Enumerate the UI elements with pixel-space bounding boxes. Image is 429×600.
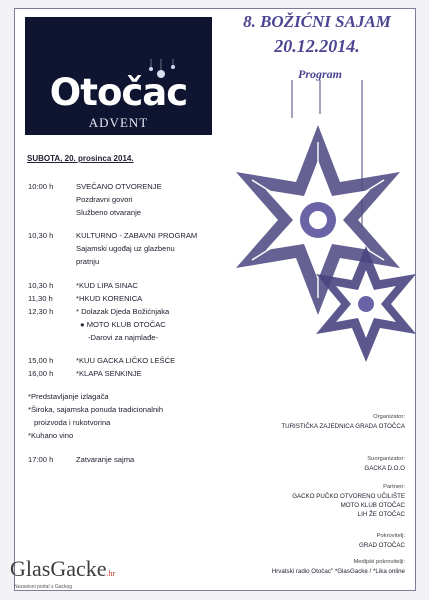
schedule-item: -Darovi za najmlađe- <box>88 333 159 342</box>
organizer-value: TURISTIČKA ZAJEDNICA GRADA OTOČCA <box>281 423 405 430</box>
note-item: proizvoda i rukotvorina <box>34 418 111 427</box>
program-heading: Program <box>297 67 342 81</box>
schedule-item: Službeno otvaranje <box>76 208 142 217</box>
watermark-text: GlasGacke <box>10 556 107 581</box>
schedule-item: * Dolazak Djeda Božićnjaka <box>76 307 170 316</box>
patron-block <box>359 532 405 550</box>
schedule-item: SVEČANO OTVORENJE <box>76 182 162 191</box>
media-value: Hrvatski radio Otočac" *GlasGacke / *Lika online <box>271 568 405 575</box>
snowflake-decoration-icon <box>232 80 418 370</box>
schedule-time: 10,30 h <box>28 231 54 240</box>
schedule-item: *HKUD KORENICA <box>76 294 143 303</box>
event-date-heading: SUBOTA, 20. prosinca 2014. <box>27 154 134 163</box>
schedule-time: 10,30 h <box>28 281 54 290</box>
schedule-item: *KUD LIPA SINAC <box>76 281 138 290</box>
media-label: Medijski pokrovitelji: <box>353 559 405 565</box>
patron-label: Pokrovitelj: <box>376 533 405 539</box>
watermark-suffix: .hr <box>106 569 116 578</box>
schedule-item: pratnju <box>76 257 100 266</box>
cosponsor-label: Suorganizator: <box>367 456 405 462</box>
organizer-label: Organizator: <box>373 414 405 420</box>
partner-item: GACKO PUČKO OTVORENO UČILIŠTE <box>292 493 405 500</box>
schedule-time: 15,00 h <box>28 356 54 365</box>
partner-item: MOTO KLUB OTOČAC <box>340 502 405 509</box>
fair-date: 20.12.2014. <box>274 36 360 56</box>
schedule-item: ● MOTO KLUB OTOČAC <box>80 320 166 329</box>
note-item: *Široka, sajamska ponuda tradicionalnih <box>28 405 164 414</box>
schedule-item: KULTURNO - ZABAVNI PROGRAM <box>76 231 198 240</box>
schedule-item: Sajamski ugođaj uz glazbenu <box>76 244 175 253</box>
schedule-time: 11,30 h <box>28 294 53 303</box>
note-item: *Predstavljanje izlagača <box>28 392 109 401</box>
closing-text: Zatvaranje sajma <box>76 455 135 464</box>
schedule-time: 10:00 h <box>28 182 54 191</box>
otocac-advent-logo <box>25 17 212 135</box>
partner-item: LIH ŽE OTOČAC <box>357 511 405 518</box>
schedule-item: Pozdravni govori <box>76 195 133 204</box>
patron-value: GRAD OTOČAC <box>359 542 405 549</box>
organizer-block <box>281 413 405 431</box>
glasgacke-watermark <box>10 556 115 582</box>
partners-label: Partneri: <box>383 484 405 490</box>
logo-subtitle: ADVENT <box>88 115 149 130</box>
fair-title: 8. BOŽIĆNI SAJAM <box>243 12 391 31</box>
schedule-item: *KUU GACKA LIČKO LEŠĆE <box>76 356 176 365</box>
logo-title: Otočac <box>49 71 188 114</box>
cosponsor-value: GACKA D.O.O <box>364 465 405 472</box>
partners-block <box>292 483 405 519</box>
watermark-tagline: Nezavisni portal s Gackog <box>14 584 73 590</box>
schedule-item: *KLAPA SENKINJE <box>76 369 142 378</box>
schedule-time: 12,30 h <box>28 307 54 316</box>
note-item: *Kuhano vino <box>28 431 74 440</box>
closing-time: 17:00 h <box>28 455 54 464</box>
schedule-time: 16,00 h <box>28 369 54 378</box>
media-block <box>272 558 405 576</box>
cosponsor-block <box>364 455 405 473</box>
